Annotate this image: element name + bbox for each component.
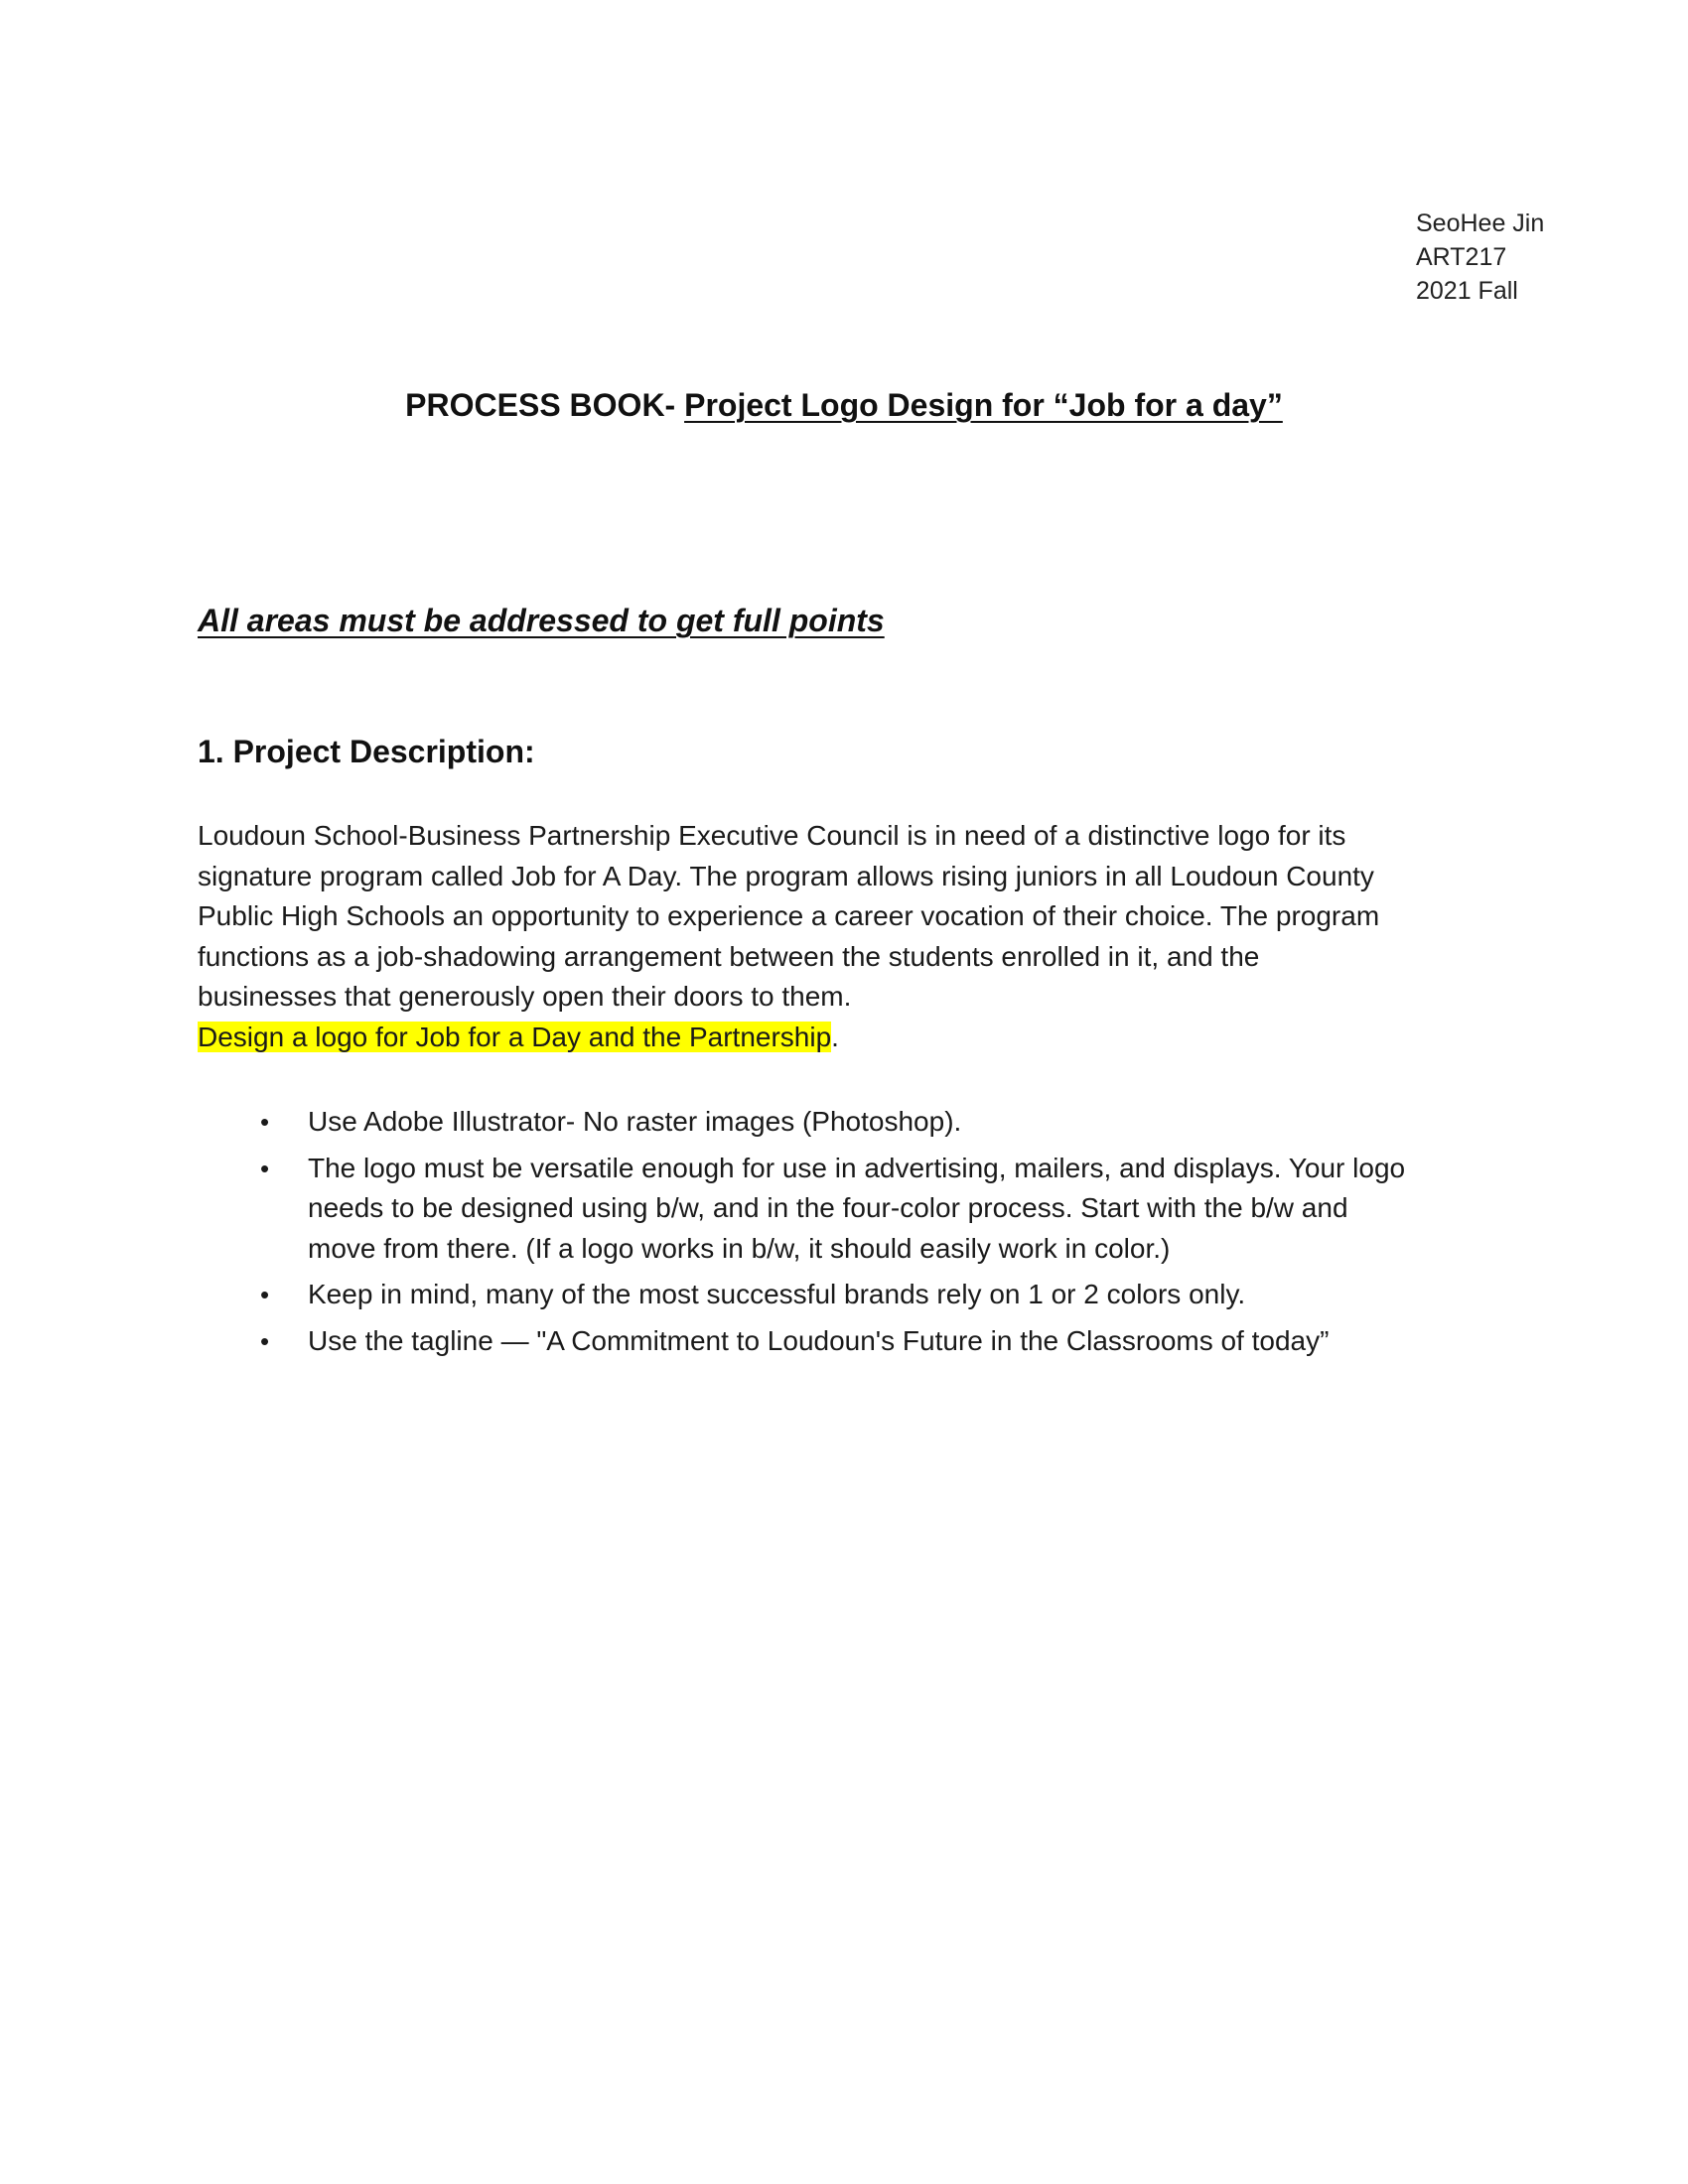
document-title-underlined: Project Logo Design for “Job for a day” <box>684 387 1283 423</box>
bullet-icon: • <box>260 1153 270 1183</box>
list-item <box>260 1149 1551 1270</box>
instruction-line: All areas must be addressed to get full points <box>198 603 885 638</box>
bullet-icon: • <box>260 1280 270 1309</box>
requirements-list <box>260 1102 1551 1367</box>
list-item-line: The logo must be versatile enough for use in advertising, mailers, and displays. Your logo <box>308 1152 1406 1183</box>
highlight-trailing-period: . <box>831 1021 839 1052</box>
paragraph-line: Public High Schools an opportunity to experience a career vocation of their choice. The program <box>198 900 1380 931</box>
author-block <box>1416 206 1544 308</box>
list-item <box>260 1102 1551 1143</box>
list-item-line: needs to be designed using b/w, and in the four-color process. Start with the b/w and <box>308 1192 1348 1223</box>
list-item-line: Use the tagline — "A Commitment to Loudoun's Future in the Classrooms of today” <box>308 1324 1330 1356</box>
highlighted-line <box>198 1018 1518 1058</box>
highlighted-text: Design a logo for Job for a Day and the Partnership <box>198 1021 832 1052</box>
document-title <box>0 383 1688 427</box>
list-item-line: Keep in mind, many of the most successful brands rely on 1 or 2 colors only. <box>308 1279 1246 1309</box>
bullet-icon: • <box>260 1107 270 1137</box>
course-code: ART217 <box>1416 243 1507 271</box>
project-description-paragraph <box>198 816 1518 1057</box>
paragraph-line: businesses that generously open their doors to them. <box>198 981 852 1012</box>
author-name: SeoHee Jin <box>1416 209 1545 237</box>
list-item <box>260 1275 1551 1315</box>
section-heading: 1. Project Description: <box>198 734 535 769</box>
list-item-line: move from there. (If a logo works in b/w, it should easily work in color.) <box>308 1232 1171 1264</box>
list-item <box>260 1321 1551 1362</box>
paragraph-line: functions as a job-shadowing arrangement between the students enrolled in it, and the <box>198 940 1260 972</box>
paragraph-line: Loudoun School-Business Partnership Executive Council is in need of a distinctive logo for its <box>198 820 1346 851</box>
paragraph-line: signature program called Job for A Day. The program allows rising juniors in all Loudoun County <box>198 860 1374 891</box>
document-title-prefix: PROCESS BOOK- <box>405 387 685 423</box>
term: 2021 Fall <box>1416 277 1518 305</box>
bullet-icon: • <box>260 1325 270 1356</box>
list-item-line: Use Adobe Illustrator- No raster images (Photoshop). <box>308 1106 962 1137</box>
